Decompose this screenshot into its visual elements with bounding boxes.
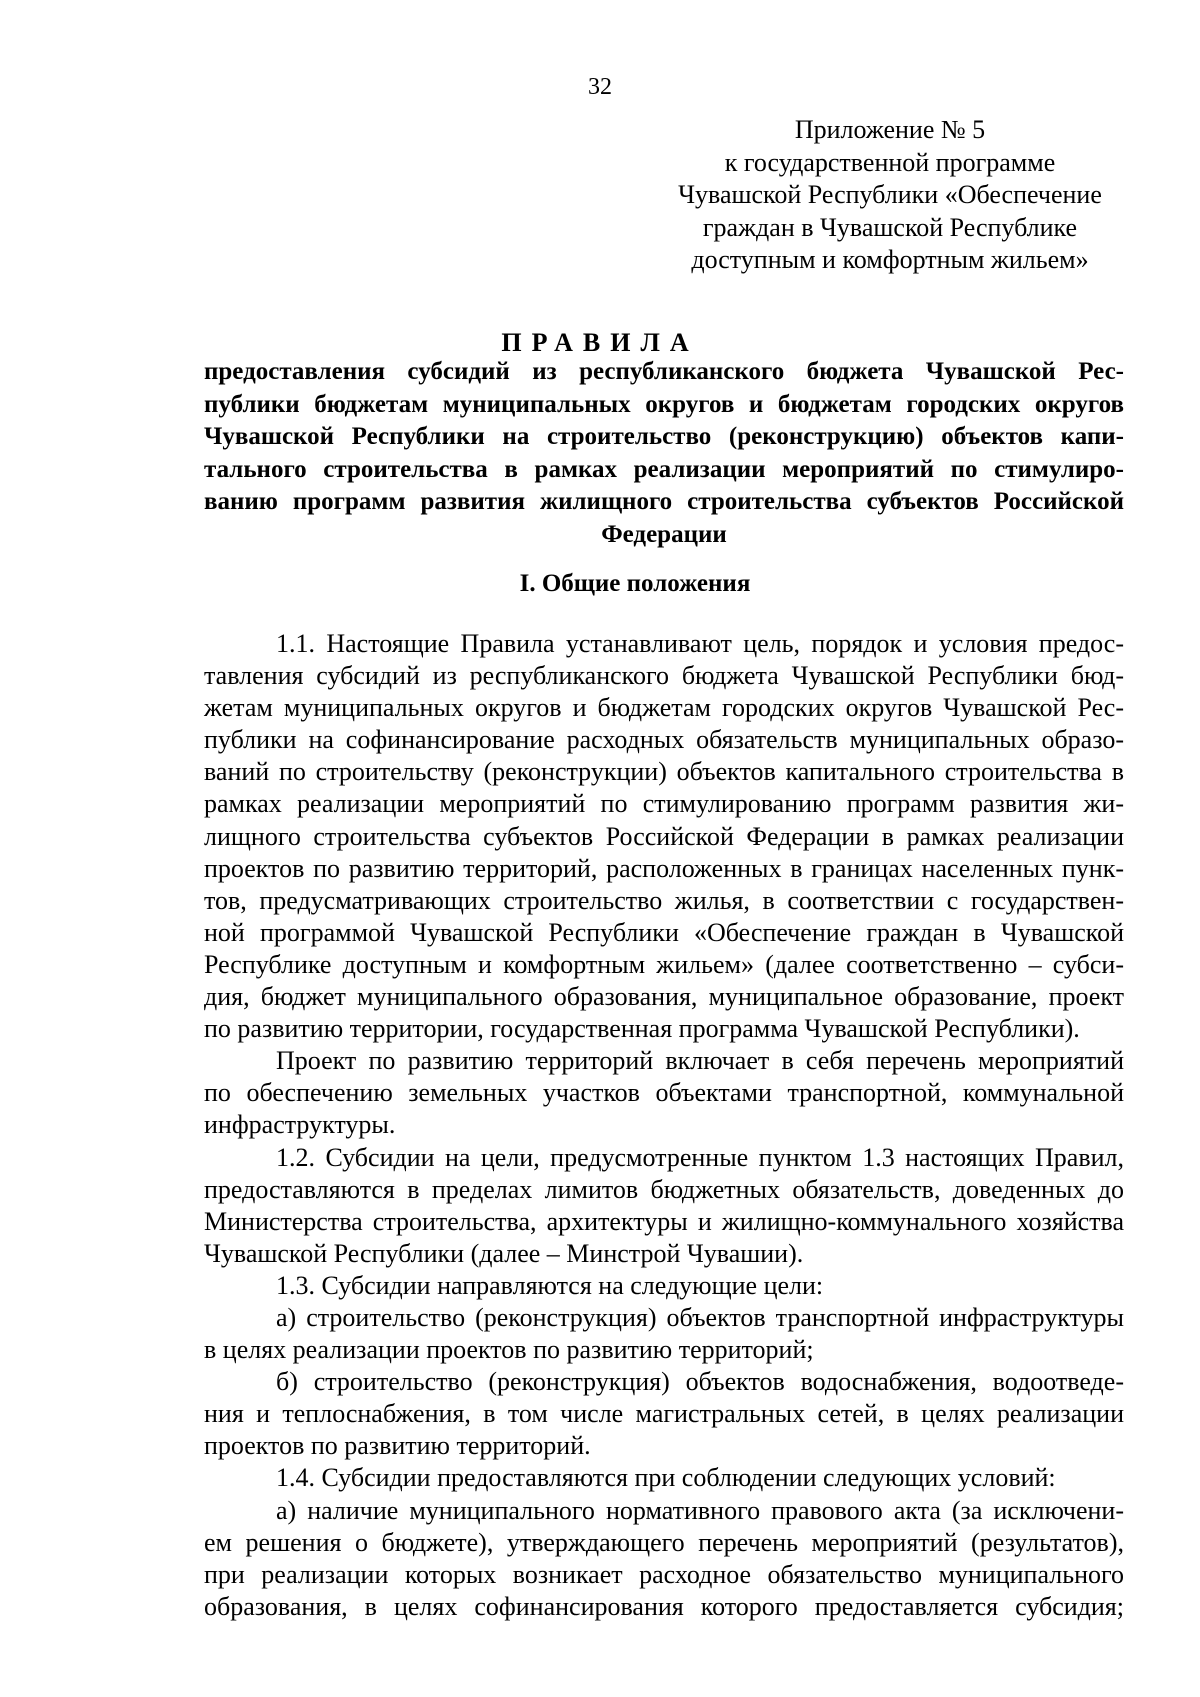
document-body bbox=[204, 628, 1124, 1623]
subtitle-line: тального строительства в рамках реализации мероприятий по стимулиро- bbox=[204, 455, 1124, 483]
subtitle-line: предоставления субсидий из республиканского бюджета Чувашской Рес- bbox=[204, 358, 1124, 385]
paragraph-1-3 bbox=[204, 1270, 1124, 1302]
text-line: Чувашской Республики (далее – Минстрой Чувашии). bbox=[204, 1238, 804, 1268]
page-number: 32 bbox=[588, 74, 612, 100]
text-line: а) наличие муниципального нормативного правового акта (за исключени- bbox=[276, 1495, 1124, 1525]
paragraph-1-3-a bbox=[204, 1302, 1124, 1366]
paragraph-project bbox=[204, 1045, 1124, 1141]
text-line: в целях реализации проектов по развитию территорий; bbox=[204, 1335, 814, 1365]
text-line: Проект по развитию территорий включает в себя перечень мероприятий bbox=[276, 1046, 1124, 1076]
text-line: предоставляются в пределах лимитов бюджетных обязательств, доведенных до bbox=[204, 1174, 1124, 1204]
paragraph-1-3-b bbox=[204, 1366, 1124, 1462]
appendix-reference bbox=[640, 114, 1140, 277]
text-line: б) строительство (реконструкция) объектов водоснабжения, водоотведе- bbox=[276, 1367, 1124, 1397]
text-line: инфраструктуры. bbox=[204, 1110, 396, 1140]
section-heading: I. Общие положения bbox=[519, 570, 751, 597]
text-line: дия, бюджет муниципального образования, муниципальное образование, проект bbox=[204, 982, 1124, 1012]
paragraph-1-4 bbox=[204, 1462, 1124, 1494]
text-line: ваний по строительству (реконструкции) объектов капитального строительства в bbox=[204, 757, 1124, 787]
text-line: 1.1. Настоящие Правила устанавливают цель, порядок и условия предос- bbox=[276, 629, 1124, 658]
appendix-line: Приложение № 5 bbox=[794, 115, 986, 144]
document-subtitle bbox=[204, 356, 1124, 551]
text-line: ной программой Чувашской Республики «Обеспечение граждан в Чувашской bbox=[204, 917, 1124, 947]
text-line: а) строительство (реконструкция) объектов транспортной инфраструктуры bbox=[276, 1302, 1124, 1332]
appendix-line: Чувашской Республики «Обеспечение bbox=[678, 180, 1102, 209]
appendix-line: к государственной программе bbox=[724, 147, 1056, 177]
document-title: ПРАВИЛА bbox=[501, 328, 699, 357]
text-line: Министерства строительства, архитектуры и жилищно-коммунального хозяйства bbox=[204, 1206, 1124, 1236]
text-line: ем решения о бюджете), утверждающего перечень мероприятий (результатов), bbox=[204, 1527, 1124, 1557]
subtitle-line: ванию программ развития жилищного строительства субъектов Российской bbox=[204, 488, 1124, 515]
text-line: по обеспечению земельных участков объектами транспортной, коммунальной bbox=[204, 1078, 1124, 1108]
text-line: тов, предусматривающих строительство жилья, в соответствии с государствен- bbox=[204, 885, 1124, 915]
text-line: 1.3. Субсидии направляются на следующие цели: bbox=[276, 1270, 824, 1300]
text-line: образования, в целях софинансирования которого предоставляется субсидия; bbox=[204, 1591, 1124, 1621]
text-line: проектов по развитию территорий, расположенных в границах населенных пунк- bbox=[204, 853, 1124, 883]
appendix-line: граждан в Чувашской Республике bbox=[702, 212, 1078, 242]
text-line: лищного строительства субъектов Российской Федерации в рамках реализации bbox=[204, 821, 1124, 851]
text-line: жетам муниципальных округов и бюджетам городских округов Чувашской Рес- bbox=[204, 693, 1124, 723]
text-line: тавления субсидий из республиканского бюджета Чувашской Республики бюд- bbox=[204, 661, 1124, 691]
paragraph-1-4-a bbox=[204, 1495, 1124, 1623]
text-line: публики на софинансирование расходных обязательств муниципальных образо- bbox=[204, 725, 1124, 755]
text-line: проектов по развитию территорий. bbox=[204, 1431, 591, 1461]
appendix-line: доступным и комфортным жильем» bbox=[691, 245, 1089, 274]
text-line: по развитию территории, государственная программа Чувашской Республики). bbox=[204, 1014, 1080, 1044]
text-line: 1.2. Субсидии на цели, предусмотренные пунктом 1.3 настоящих Правил, bbox=[276, 1142, 1124, 1172]
text-line: 1.4. Субсидии предоставляются при соблюдении следующих условий: bbox=[276, 1463, 1056, 1493]
text-line: рамках реализации мероприятий по стимулированию программ развития жи- bbox=[204, 789, 1124, 819]
subtitle-line: Чувашской Республики на строительство (реконструкцию) объектов капи- bbox=[204, 423, 1124, 450]
text-line: при реализации которых возникает расходное обязательство муниципального bbox=[204, 1559, 1124, 1589]
text-line: ния и теплоснабжения, в том числе магистральных сетей, в целях реализации bbox=[204, 1399, 1124, 1429]
paragraph-1-1 bbox=[204, 628, 1124, 1045]
paragraph-1-2 bbox=[204, 1142, 1124, 1270]
subtitle-line: Федерации bbox=[601, 520, 727, 548]
text-line: Республике доступным и комфортным жильем» (далее соответственно – субси- bbox=[204, 949, 1124, 979]
subtitle-line: публики бюджетам муниципальных округов и бюджетам городских округов bbox=[204, 390, 1124, 418]
